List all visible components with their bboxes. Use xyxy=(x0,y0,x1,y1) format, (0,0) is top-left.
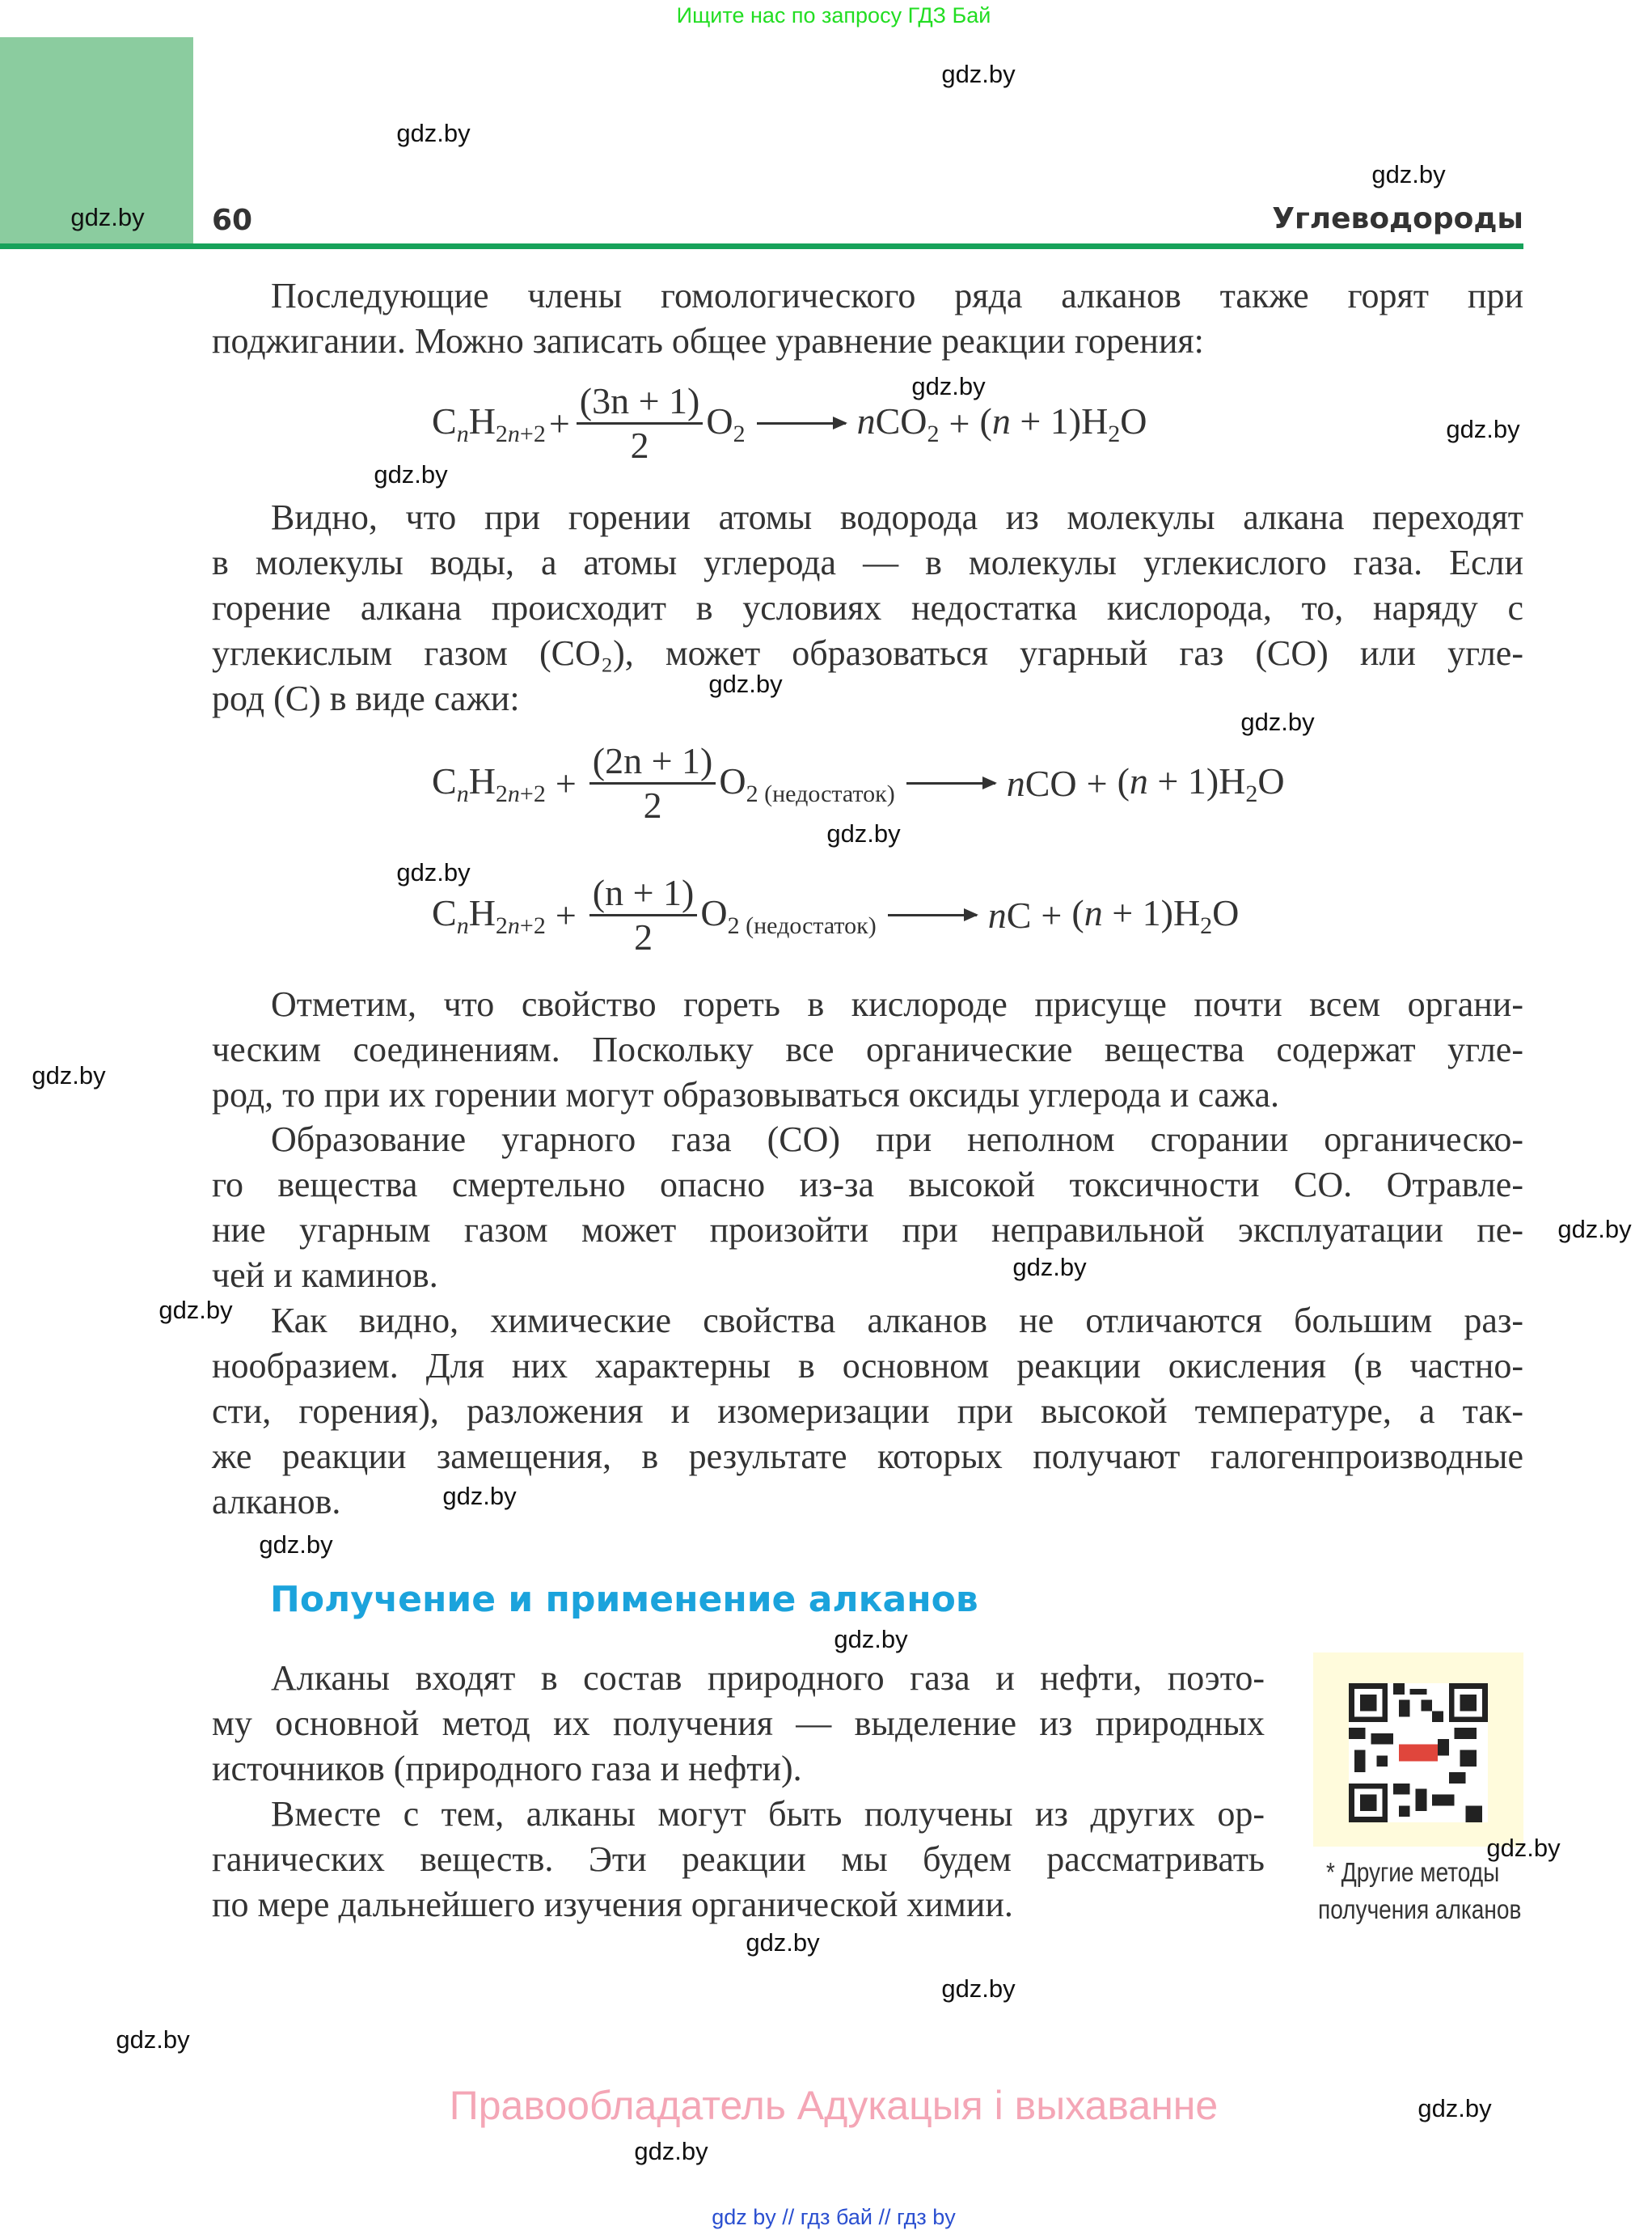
condition-label: (недостаток) xyxy=(764,780,895,807)
product: CO xyxy=(1025,763,1077,804)
text-line: сти, горения), разложения и изомеризации при высокой температуре, а так- xyxy=(212,1391,1523,1431)
qr-caption: * Другие методы xyxy=(1326,1857,1500,1887)
text-line: Видно, что при горении атомы водорода из молекулы алкана переходят xyxy=(271,497,1523,537)
page-number: 60 xyxy=(212,204,253,237)
text-line: Отметим, что свойство гореть в кислороде присуще почти всем органи- xyxy=(271,984,1523,1024)
watermark: gdz.by xyxy=(32,1061,106,1090)
reaction-arrow xyxy=(906,782,995,785)
equation-incomplete-soot: $C_nH_{2n+2}$ + $\frac{(n + 1)}{2}$ $O_{2 (недостаток)}$ nC + $(n + 1)H_2O$ xyxy=(432,872,1240,958)
watermark: gdz.by xyxy=(396,858,471,886)
section-heading: Получение и применение алканов xyxy=(270,1579,978,1620)
text-line: же реакции замещения, в результате которых получают галогенпроизводные xyxy=(212,1437,1523,1476)
text-line: источников (природного газа и нефти). xyxy=(212,1749,802,1788)
watermark: gdz.by xyxy=(70,203,145,231)
text-line: углекислым газом (CO₂), может образоваться угарный газ (CO) или угле- xyxy=(212,633,1523,673)
watermark: gdz.by xyxy=(941,60,1016,88)
copyright-footer: Правообладатель Адукацыя і выхаванне xyxy=(449,2083,1219,2128)
header-rule xyxy=(0,243,1523,249)
watermark: gdz.by xyxy=(826,819,901,848)
equation-complete-combustion: $C_nH_{2n+2}$ + $\frac{(3n + 1)}{2}$ $O_2$ nCO$_2$ + $(n + 1)H_2O$ xyxy=(432,380,1147,466)
reaction-arrow xyxy=(888,914,977,916)
watermark: gdz.by xyxy=(746,1928,820,1957)
qr-caption: получения алканов xyxy=(1318,1894,1522,1924)
text-line: му основной метод их получения — выделение из природных xyxy=(212,1703,1265,1743)
watermark: gdz.by xyxy=(442,1482,517,1510)
text-line: ганических веществ. Эти реакции мы будем рассматривать xyxy=(212,1839,1265,1879)
fraction-denominator: 2 xyxy=(643,785,662,826)
watermark: gdz.by xyxy=(708,670,783,698)
watermark: gdz.by xyxy=(634,2137,708,2165)
text-line: чей и каминов. xyxy=(212,1255,438,1295)
fraction-denominator: 2 xyxy=(630,425,649,466)
text-line: род (C) в виде сажи: xyxy=(212,679,520,718)
watermark: gdz.by xyxy=(396,119,471,147)
qr-code-icon[interactable] xyxy=(1349,1683,1488,1822)
watermark: gdz.by xyxy=(1446,415,1520,443)
product: C xyxy=(1006,895,1032,936)
watermark: gdz.by xyxy=(1371,160,1446,188)
watermark: gdz.by xyxy=(158,1296,233,1324)
reaction-arrow xyxy=(757,422,846,425)
text-line: Алканы входят в состав природного газа и нефти, поэто- xyxy=(271,1658,1265,1698)
bottom-links[interactable]: gdz by // гдз бай // гдз by xyxy=(712,2205,956,2229)
text-line: алканов. xyxy=(212,1482,341,1521)
watermark: gdz.by xyxy=(1240,708,1315,736)
watermark: gdz.by xyxy=(1486,1834,1561,1862)
watermark: gdz.by xyxy=(1012,1253,1087,1281)
fraction-numerator: (3n + 1) xyxy=(577,380,703,425)
text-line: Вместе с тем, алканы могут быть получены из других ор- xyxy=(271,1794,1265,1834)
watermark: gdz.by xyxy=(1418,2094,1492,2122)
text-line: поджигании. Можно записать общее уравнение реакции горения: xyxy=(212,321,1204,361)
watermark: gdz.by xyxy=(259,1530,333,1559)
fraction-numerator: (n + 1) xyxy=(589,872,698,916)
watermark: gdz.by xyxy=(116,2025,190,2054)
watermark: gdz.by xyxy=(941,1974,1016,2003)
text-line: ческим соединениям. Поскольку все органические вещества содержат угле- xyxy=(212,1030,1523,1069)
search-hint: Ищите нас по запросу ГДЗ Бай xyxy=(676,3,991,28)
equation-incomplete-co: $C_nH_{2n+2}$ + $\frac{(2n + 1)}{2}$ $O_{2 (недостаток)}$ nCO + $(n + 1)H_2O$ xyxy=(432,740,1285,826)
fraction-numerator: (2n + 1) xyxy=(589,740,716,785)
text-line: нообразием. Для них характерны в основном реакции окисления (в частно- xyxy=(212,1346,1523,1386)
text-line: Последующие члены гомологического ряда алканов также горят при xyxy=(271,276,1523,315)
condition-label: (недостаток) xyxy=(746,912,877,939)
text-line: го вещества смертельно опасно из-за высокой токсичности CO. Отравле- xyxy=(212,1165,1523,1204)
chapter-title: Углеводороды xyxy=(1272,202,1523,235)
text-line: род, то при их горении могут образовываться оксиды углерода и сажа. xyxy=(212,1075,1279,1115)
text-line: Образование угарного газа (CO) при неполном сгорании органическо- xyxy=(271,1119,1523,1159)
text-line: Как видно, химические свойства алканов не отличаются большим раз- xyxy=(271,1301,1523,1340)
watermark: gdz.by xyxy=(374,460,448,489)
text-line: горение алкана происходит в условиях недостатка кислорода, то, наряду с xyxy=(212,588,1523,628)
watermark: gdz.by xyxy=(911,372,986,400)
text-line: по мере дальнейшего изучения органической химии. xyxy=(212,1885,1013,1924)
text-line: в молекулы воды, а атомы углерода — в молекулы углекислого газа. Если xyxy=(212,543,1523,582)
watermark: gdz.by xyxy=(1557,1215,1632,1243)
fraction-denominator: 2 xyxy=(634,916,653,958)
text-line: ние угарным газом может произойти при неправильной эксплуатации пе- xyxy=(212,1210,1523,1250)
watermark: gdz.by xyxy=(834,1625,908,1653)
